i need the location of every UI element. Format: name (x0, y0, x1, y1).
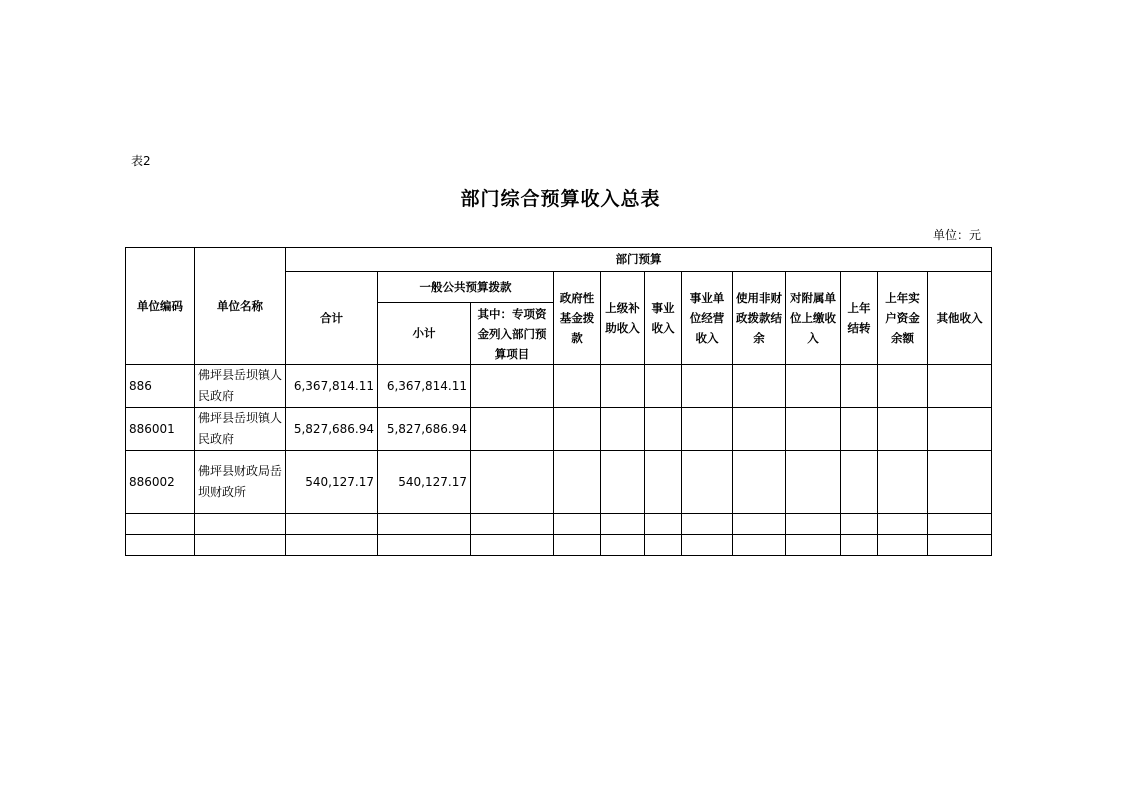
header-last-year-balance: 上年实户资金余额 (878, 272, 928, 365)
table-row-empty (126, 514, 992, 535)
cell-subtotal: 5,827,686.94 (378, 408, 471, 451)
cell-total: 5,827,686.94 (286, 408, 378, 451)
table-row (126, 365, 992, 408)
cell-empty (682, 365, 733, 408)
cell-empty (682, 451, 733, 514)
cell-unit-code: 886001 (126, 408, 195, 451)
cell-empty (601, 408, 645, 451)
header-business-income: 事业单位经营收入 (682, 272, 733, 365)
header-non-fiscal-balance: 使用非财政拨款结余 (733, 272, 786, 365)
cell-empty (878, 408, 928, 451)
cell-empty (786, 451, 841, 514)
cell-empty (733, 408, 786, 451)
cell-unit-name: 佛坪县财政局岳坝财政所 (195, 451, 286, 514)
table-row-empty (126, 535, 992, 556)
header-special-funds: 其中：专项资金列入部门预算项目 (471, 303, 554, 365)
cell-empty (554, 408, 601, 451)
header-career-income: 事业收入 (645, 272, 682, 365)
header-last-year-carry: 上年结转 (841, 272, 878, 365)
cell-empty (841, 365, 878, 408)
cell-empty (682, 408, 733, 451)
cell-subtotal: 6,367,814.11 (378, 365, 471, 408)
budget-income-table (125, 247, 992, 556)
document-title: 部门综合预算收入总表 (460, 188, 661, 210)
table-row (126, 408, 992, 451)
header-other-income: 其他收入 (928, 272, 992, 365)
cell-empty (601, 365, 645, 408)
header-total: 合计 (286, 272, 378, 365)
cell-empty (733, 451, 786, 514)
cell-empty (928, 451, 992, 514)
cell-empty (733, 365, 786, 408)
header-affiliated-income: 对附属单位上缴收入 (786, 272, 841, 365)
cell-unit-name: 佛坪县岳坝镇人民政府 (195, 365, 286, 408)
cell-total: 6,367,814.11 (286, 365, 378, 408)
header-superior-subsidy: 上级补助收入 (601, 272, 645, 365)
header-general-public-budget: 一般公共预算拨款 (378, 272, 554, 303)
header-gov-fund: 政府性基金拨款 (554, 272, 601, 365)
cell-empty (645, 365, 682, 408)
header-subtotal: 小计 (378, 303, 471, 365)
cell-empty (554, 451, 601, 514)
cell-empty (645, 408, 682, 451)
cell-empty (878, 451, 928, 514)
cell-empty (786, 365, 841, 408)
cell-empty (928, 408, 992, 451)
cell-empty (554, 365, 601, 408)
cell-empty (471, 408, 554, 451)
header-dept-budget: 部门预算 (286, 248, 992, 272)
cell-subtotal: 540,127.17 (378, 451, 471, 514)
cell-unit-code: 886002 (126, 451, 195, 514)
cell-total: 540,127.17 (286, 451, 378, 514)
cell-empty (601, 451, 645, 514)
table-row (126, 451, 992, 514)
cell-empty (928, 365, 992, 408)
header-unit-code: 单位编码 (126, 248, 195, 365)
cell-empty (841, 408, 878, 451)
cell-unit-code: 886 (126, 365, 195, 408)
cell-empty (471, 365, 554, 408)
cell-empty (786, 408, 841, 451)
cell-empty (471, 451, 554, 514)
cell-empty (645, 451, 682, 514)
header-unit-name: 单位名称 (195, 248, 286, 365)
unit-note: 单位：元 (933, 228, 982, 242)
cell-empty (841, 451, 878, 514)
cell-empty (878, 365, 928, 408)
table-number: 表2 (131, 154, 151, 168)
cell-unit-name: 佛坪县岳坝镇人民政府 (195, 408, 286, 451)
